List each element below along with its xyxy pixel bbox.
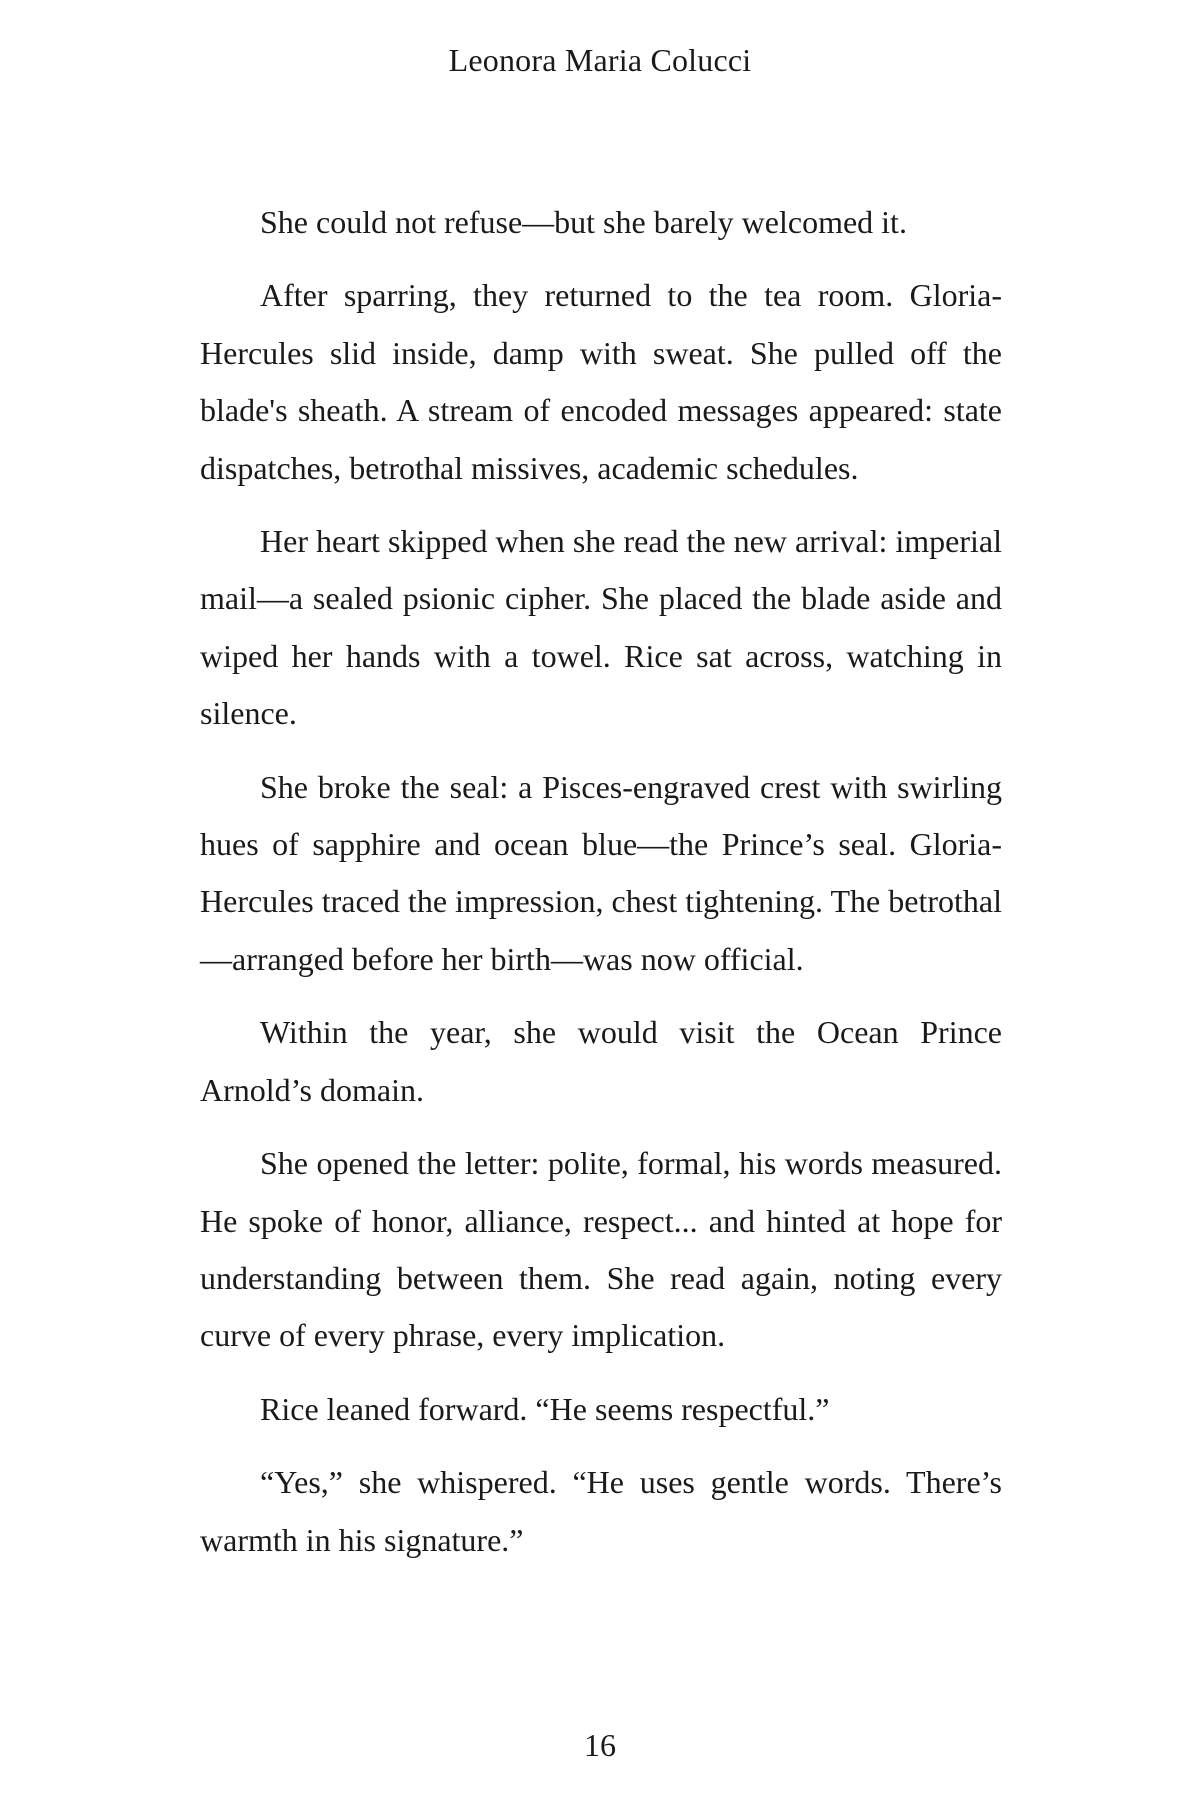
paragraph: She opened the letter: polite, formal, his words measured. He spoke of honor, alliance, respect... and hinted at hope for understanding between them. She read again, noting every curve of every phrase, every implication.: [200, 1145, 1002, 1354]
paragraph: She could not refuse—but she barely welcomed it.: [260, 204, 907, 240]
paragraph: Rice leaned forward. “He seems respectful.”: [260, 1390, 830, 1427]
paragraph: “Yes,” she whispered. “He uses gentle words. There’s warmth in his signature.”: [200, 1464, 1002, 1558]
running-head: Leonora Maria Colucci: [448, 42, 752, 78]
paragraph: She broke the seal: a Pisces-engraved crest with swirling hues of sapphire and ocean blue—the Prince’s seal. Gloria-Hercules traced the impression, chest tightening. The betrothal—arranged before her birth—was now official.: [200, 768, 1002, 977]
paragraph: Her heart skipped when she read the new arrival: imperial mail—a sealed psionic cipher. She placed the blade aside and wiped her hands with a towel. Rice sat across, watching in silence.: [200, 523, 1002, 732]
paragraph: Within the year, she would visit the Ocean Prince Arnold’s domain.: [200, 1014, 1002, 1108]
page-number: 16: [584, 1727, 616, 1763]
body-text: [200, 194, 1002, 1585]
paragraph: After sparring, they returned to the tea room. Gloria-Hercules slid inside, damp with sweat. She pulled off the blade's sheath. A stream of encoded messages appeared: state dispatches, betrothal missives, academic schedules.: [200, 277, 1002, 486]
